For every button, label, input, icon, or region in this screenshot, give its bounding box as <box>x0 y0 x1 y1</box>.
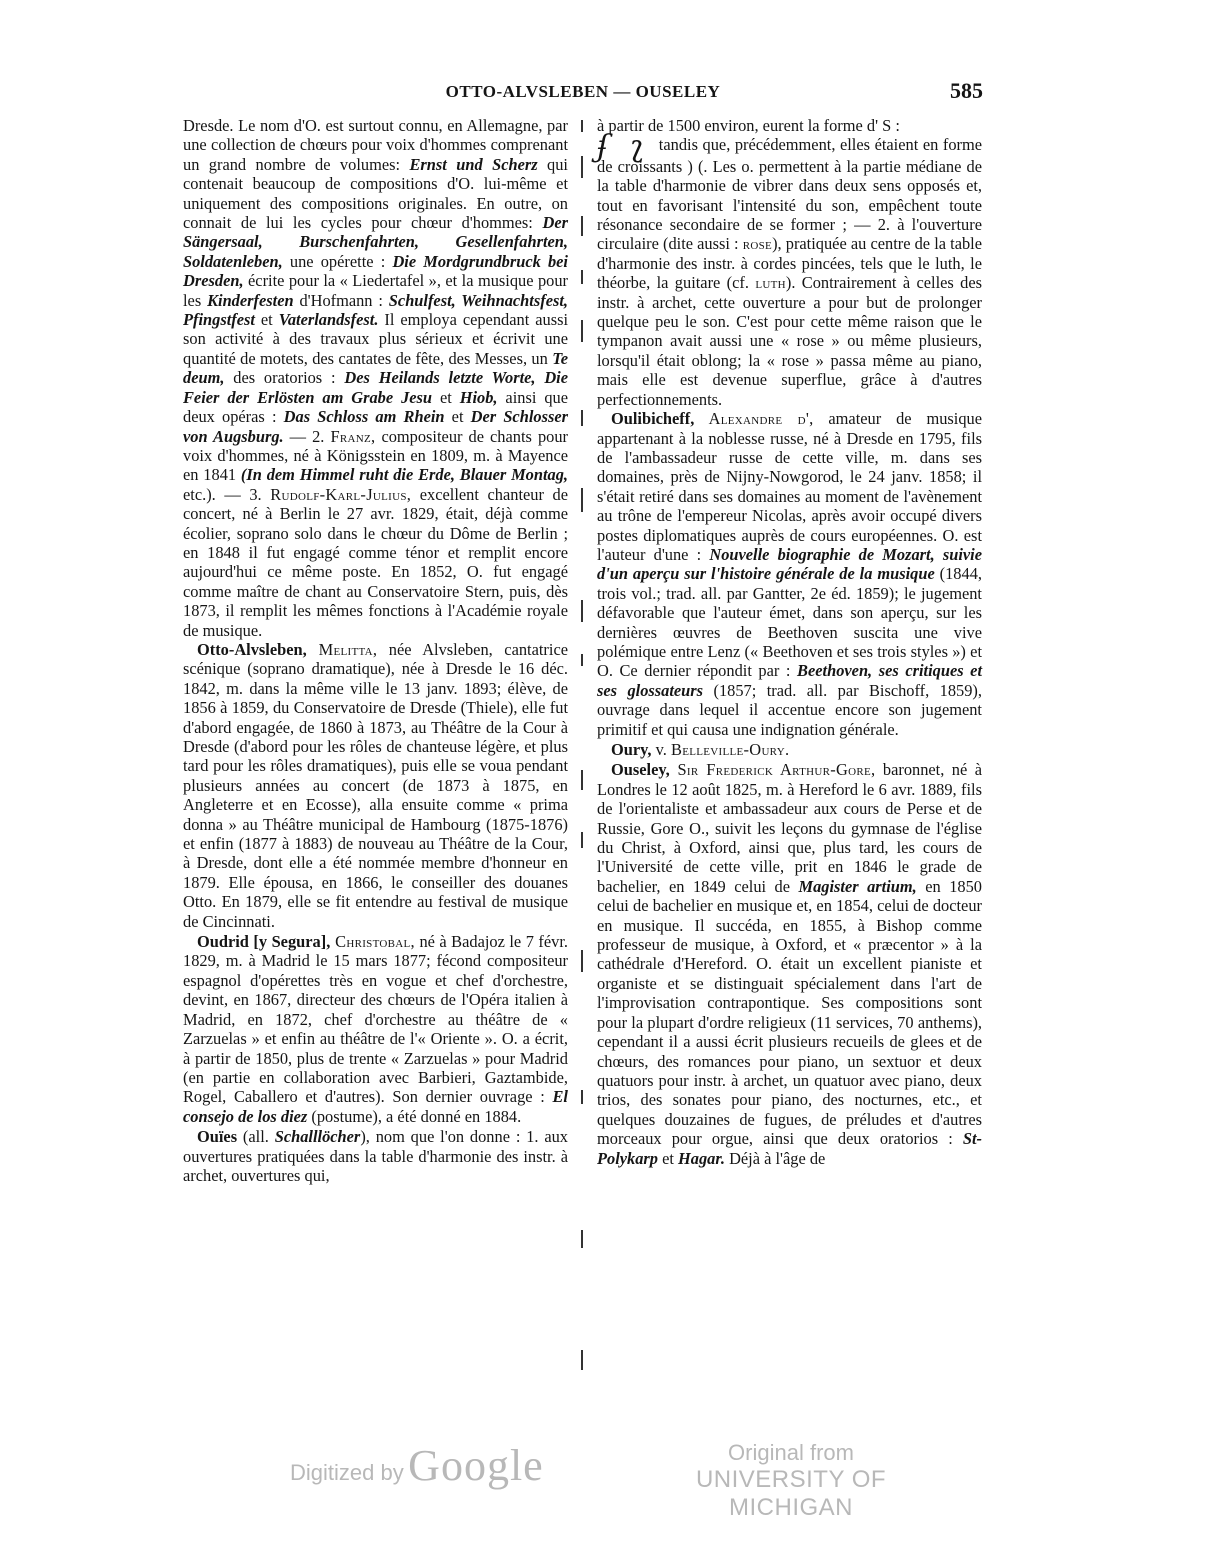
left-column <box>183 116 568 1185</box>
headword: Otto-Alvsleben, <box>197 639 307 659</box>
entry-oulibicheff: Oulibicheff, Alexandre d', amateur de musique appartenant à la noblesse russe, né à Dresde en 1795, fils de l'ambassadeur russe de cette ville, m. dans ses domaines, près de Nijny-Nowgorod, le 24 janv. 1858; il s'était retiré dans ses domaines au moment de l'avènement au trône de l'empereur Nicolas, après avoir occupé divers postes diplomatiques auprès de cours européennes. O. est l'auteur d'une : Nouvelle biographie de Mozart, suivie d'un aperçu sur l'histoire générale de la musique (1844, trois vol.; trad. all. par Gantter, 2e éd. 1859); le jugement défavorable que l'auteur émet, dans son aperçu, sur les dernières œuvres de Beethoven suscita une vive polémique entre Lenz (« Beethoven et ses trois styles ») et O. Ce dernier répondit par : Beethoven, ses critiques et ses glossateurs (1857; trad. all. par Bischoff, 1859), ouvrage dans lequel il accentue encore son jugement primitif et qui causa une indignation générale. <box>597 409 982 739</box>
entry-oury: Oury, v. Belleville-Oury. <box>611 740 790 759</box>
column-divider <box>581 120 583 1410</box>
university-watermark: Original from UNIVERSITY OF MICHIGAN <box>695 1440 887 1521</box>
entry-ouseley: Ouseley, Sir Frederick Arthur-Gore, baronnet, né à Londres le 12 août 1825, m. à Hereford le 6 avr. 1889, fils de l'orientaliste et ambassadeur aux cours de Perse et de Russie, Gore O., suivit les leçons du gymnase de l'église du Christ, à Oxford, ainsi que, plus tard, les cours de l'Université de cette ville, prit en 1846 le grade de bachelier, en 1849 celui de Magister artium, en 1850 celui de bachelier en musique et, en 1854, celui de docteur en musique. Il succéda, en 1855, à Bishop comme professeur de musique, à Oxford, et « præcentor » à la cathédrale d'Hereford. O. était un excellent pianiste et organiste et se distinguait spécialement dans l'art de l'improvisation contrapontique. Ses compositions sont pour la plupart d'ordre religieux (11 services, 70 anthems), cependant il a aussi écrit plusieurs recueils de glees et de chœurs, des romances pour piano, un sextuor et deux quatuors pour instr. à archet, un quatuor avec piano, deux trios, des sonates pour piano, des nocturnes, etc., et quelques douzaines de fugues, de préludes et d'autres morceaux pour orgue, ainsi que deux oratorios : St-Polykarp et Hagar. Déjà à l'âge de <box>597 760 982 1168</box>
headword: Oulibicheff, <box>611 409 695 429</box>
entry-otto-alvsleben: Otto-Alvsleben, Melitta, née Alvsleben, cantatrice scénique (soprano dramatique), née à Dresde le 16 déc. 1842, m. dans la même ville le 13 janv. 1893; élève, de 1856 à 1859, du Conservatoire de Dresde (Thiele), elle fut d'abord engagée, de 1860 à 1873, au Théâtre de la Cour à Dresde (d'abord pour les rôles de chanteuse légère, et plus tard pour les rôles dramatiques), puis elle se voua pendant plusieurs années au concert (de 1873 à 1875, en Angleterre et en Ecosse), alla ensuite comme « prima donna » au Théâtre municipal de Hambourg (1875-1876) et enfin (1877 à 1883) de nouveau au Théâtre de la Cour, à Dresde, dont elle a été nommée membre d'honneur en 1879. Elle épousa, en 1866, le conseiller des douanes Otto. En 1879, elle se fit entendre au festival de musique de Cincinnati. <box>183 639 568 931</box>
page-number: 585 <box>950 78 983 103</box>
page-header <box>183 78 983 112</box>
entry-oudrid: Oudrid [y Segura], Christobal, né à Badajoz le 7 févr. 1829, m. à Madrid le 15 mars 1877; fécond compositeur espagnol d'opérettes très en vogue et chef d'orchestre, devint, en 1867, directeur des chœurs de l'Opéra italien à Madrid, en 1872, chef d'orchestre au théâtre de « Zarzuelas » et enfin au théâtre de l'« Oriente ». O. a écrit, à partir de 1850, plus de trente « Zarzuelas » pour Madrid (en partie en collaboration avec Barbieri, Gaztambide, Rogel, Caballero et d'autres). Son dernier ouvrage : El consejo de los diez (postume), a été donné en 1884. <box>183 932 568 1126</box>
entry-continuation-otto: Dresde. Le nom d'O. est surtout connu, en Allemagne, par une collection de chœurs pour voix d'hommes comprenant un grand nombre de volumes: Ernst und Scherz qui contenait beaucoup de compositions d'O. lui-même et uniquement des compositions originales. En outre, on connait de lui les cycles pour chœur d'hommes: Der Sängersaal, Burschenfahrten, Gesellenfahrten, Soldatenleben, une opérette : Die Mordgrundbruck bei Dresden, écrite pour la « Liedertafel », et la musique pour les Kinderfesten d'Hofmann : Schulfest, Weihnachtsfest, Pfingstfest et Vaterlandsfest. Il employa cependant aussi son activité à des travaux plus sérieux et écrivit une quantité de motets, des cantates de fête, des Messes, un Te deum, des oratorios : Des Heilands letzte Worte, Die Feier der Erlösten am Grabe Jesu et Hiob, ainsi que deux opéras : Das Schloss am Rhein et Der Schlosser von Augsburg. — 2. Franz, compositeur de chants pour voix d'hommes, né à Königsstein en 1809, m. à Mayence en 1841 (In dem Himmel ruht die Erde, Blauer Montag, etc.). — 3. Rudolf-Karl-Julius, excellent chanteur de concert, né à Berlin le 27 avr. 1829, était, déjà comme écolier, soprano solo dans le chœur du Dôme de Berlin ; en 1848 il fut engagé comme ténor et remplit encore aujourd'hui ce même poste. En 1852, O. fut engagé comme maître de chant au Conservatoire Stern, puis, dès 1873, il remplit les mêmes fonctions à l'Académie royale de musique. <box>183 116 569 640</box>
headword: Ouïes <box>197 1127 238 1147</box>
right-column <box>597 116 982 1168</box>
headword: Oury, <box>611 740 652 759</box>
google-logo: Google <box>408 1441 544 1490</box>
headword: Ouseley, <box>611 760 670 780</box>
running-title: OTTO-ALVSLEBEN — OUSELEY <box>445 82 721 101</box>
entry-continuation-ouies: à partir de 1500 environ, eurent la forme d' S : ʄ ʅ tandis que, précédemment, elles étaient en forme de croissants ) (. Les o. permettent à la partie médiane de la table d'harmonie de vibrer dans deux sens opposés et, tout en favorisant l'intensité du son, empêchent toute résonance secondaire de se former ; — 2. à l'ouverture circulaire (dite aussi : rose), pratiquée au centre de la table d'harmonie des instr. à cordes pincées, tels que le luth, le théorbe, la guitare (cf. luth). Contrairement à celles des instr. à archet, cette ouverture a pour but de prolonger quelque peu le son. C'est pour cette même raison que le tympanon avait aussi une « rose » ou même plusieurs, lorsqu'il était oblong; la « rose » passa même au piano, mais elle est devenue superflue, grâce à d'autres perfectionnements. <box>597 116 983 409</box>
headword: Oudrid [y Segura], <box>197 932 331 952</box>
f-hole-glyphs: ʄ ʅ <box>597 129 651 165</box>
entry-ouies: Ouïes (all. Schalllöcher), nom que l'on donne : 1. aux ouvertures pratiquées dans la table d'harmonie des instr. à archet, ouvertures qui, <box>183 1127 569 1185</box>
digitized-by-google-watermark: Digitized by Google <box>290 1441 544 1490</box>
